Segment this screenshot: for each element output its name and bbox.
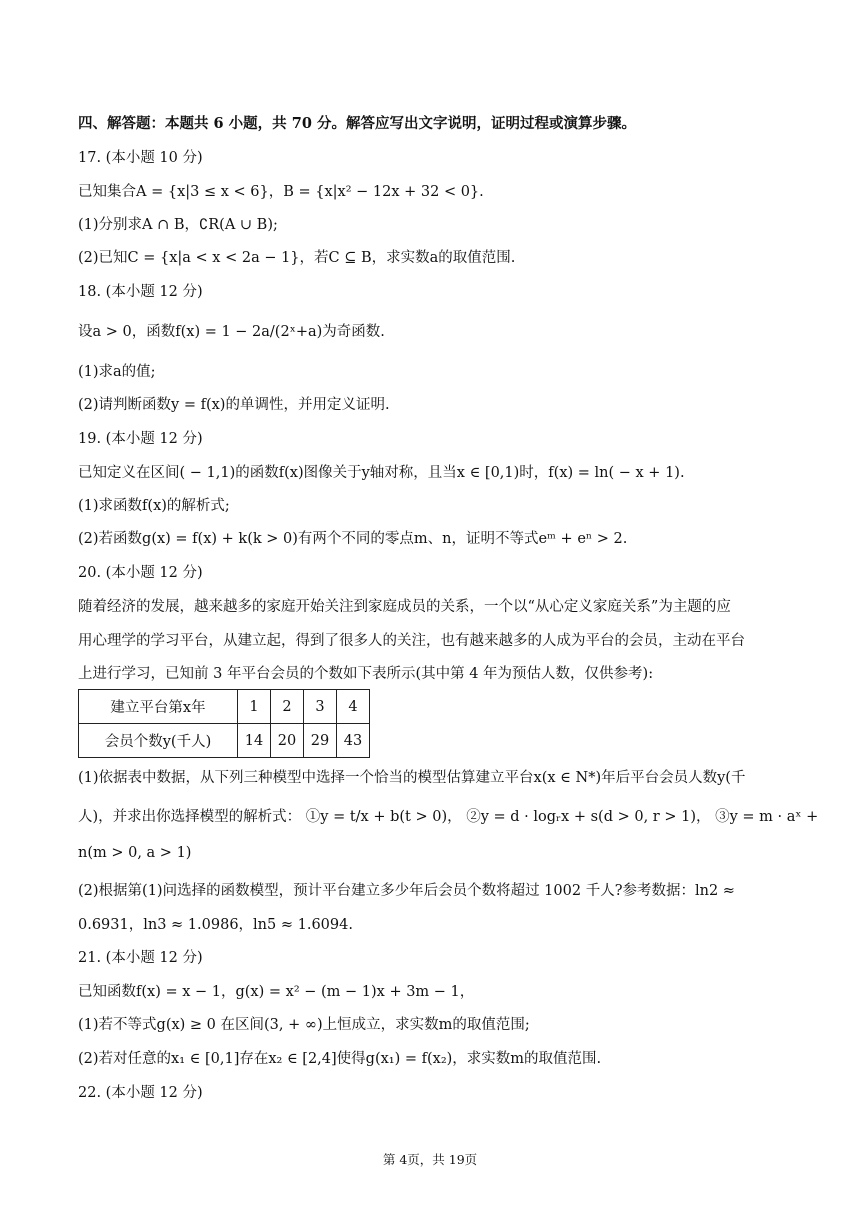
problem-19-q1: (1)求函数f(x)的解析式; <box>78 498 230 514</box>
problem-18-q2: (2)请判断函数y = f(x)的单调性，并用定义证明. <box>78 397 390 413</box>
problem-18-q1: (1)求a的值; <box>78 364 156 380</box>
problem-21-q2: (2)若对任意的x₁ ∈ [0,1]存在x₂ ∈ [2,4]使得g(x₁) = f(x₂)，求实数m的取值范围. <box>78 1051 602 1067</box>
page-footer: 第 4页，共 19页 <box>382 1152 478 1167</box>
problem-21-q1: (1)若不等式g(x) ≥ 0 在区间(3, + ∞)上恒成立，求实数m的取值范围; <box>78 1017 530 1033</box>
problem-20-q1-line3: n(m > 0, a > 1) <box>78 845 192 861</box>
problem-20-q1-line2: 人)，并求出你选择模型的解析式： ①y = t/x + b(t > 0)， ②y = d · logᵣx + s(d > 0, r > 1)， ③y = m · aˣ + <box>78 809 819 825</box>
section-heading: 四、解答题：本题共 6 小题，共 70 分。解答应写出文字说明，证明过程或演算步骤。 <box>78 115 636 132</box>
problem-17-q2: (2)已知C = {x|a < x < 2a − 1}，若C ⊆ B，求实数a的取值范围. <box>78 250 516 266</box>
table-cell: 43 <box>337 724 370 758</box>
problem-19-q2: (2)若函数g(x) = f(x) + k(k > 0)有两个不同的零点m、n，证明不等式eᵐ + eⁿ > 2. <box>78 531 628 547</box>
problem-20-stem-line1: 随着经济的发展，越来越多的家庭开始关注到家庭成员的关系，一个以“从心定义家庭关系”为主题的应 <box>78 599 731 615</box>
table-row <box>79 724 370 758</box>
problem-21-stem: 已知函数f(x) = x − 1，g(x) = x² − (m − 1)x + 3m − 1， <box>78 984 475 1000</box>
problem-17-title: 17. (本小题 10 分) <box>78 150 203 166</box>
table-cell: 1 <box>238 690 271 724</box>
table-row-label: 会员个数y(千人) <box>79 724 238 758</box>
problem-22-title: 22. (本小题 12 分) <box>78 1085 203 1101</box>
table-cell: 2 <box>271 690 304 724</box>
table-row <box>79 690 370 724</box>
membership-table <box>78 689 370 758</box>
problem-18-stem: 设a > 0，函数f(x) = 1 − 2a/(2ˣ+a)为奇函数. <box>78 324 385 340</box>
problem-17-q1: (1)分别求A ∩ B，∁R(A ∪ B); <box>78 217 278 233</box>
problem-21-title: 21. (本小题 12 分) <box>78 950 203 966</box>
problem-20-q2-line2: 0.6931，ln3 ≈ 1.0986，ln5 ≈ 1.6094. <box>78 917 353 933</box>
problem-20-stem-line3: 上进行学习，已知前 3 年平台会员的个数如下表所示(其中第 4 年为预估人数，仅供参考): <box>78 666 654 682</box>
table-cell: 14 <box>238 724 271 758</box>
problem-20-q1-line1: (1)依据表中数据，从下列三种模型中选择一个恰当的模型估算建立平台x(x ∈ N*)年后平台会员人数y(千 <box>78 770 746 786</box>
problem-17-stem: 已知集合A = {x|3 ≤ x < 6}，B = {x|x² − 12x + 32 < 0}. <box>78 184 484 200</box>
table-cell: 3 <box>304 690 337 724</box>
problem-18-title: 18. (本小题 12 分) <box>78 284 203 300</box>
table-cell: 29 <box>304 724 337 758</box>
problem-20-title: 20. (本小题 12 分) <box>78 565 203 581</box>
problem-19-stem: 已知定义在区间( − 1,1)的函数f(x)图像关于y轴对称，且当x ∈ [0,1)时，f(x) = ln( − x + 1). <box>78 465 685 481</box>
table-cell: 20 <box>271 724 304 758</box>
table-row-label: 建立平台第x年 <box>79 690 238 724</box>
problem-19-title: 19. (本小题 12 分) <box>78 431 203 447</box>
problem-20-q2-line1: (2)根据第(1)问选择的函数模型，预计平台建立多少年后会员个数将超过 1002 千人?参考数据：ln2 ≈ <box>78 883 735 899</box>
problem-20-stem-line2: 用心理学的学习平台，从建立起，得到了很多人的关注，也有越来越多的人成为平台的会员，主动在平台 <box>78 633 745 649</box>
table-cell: 4 <box>337 690 370 724</box>
